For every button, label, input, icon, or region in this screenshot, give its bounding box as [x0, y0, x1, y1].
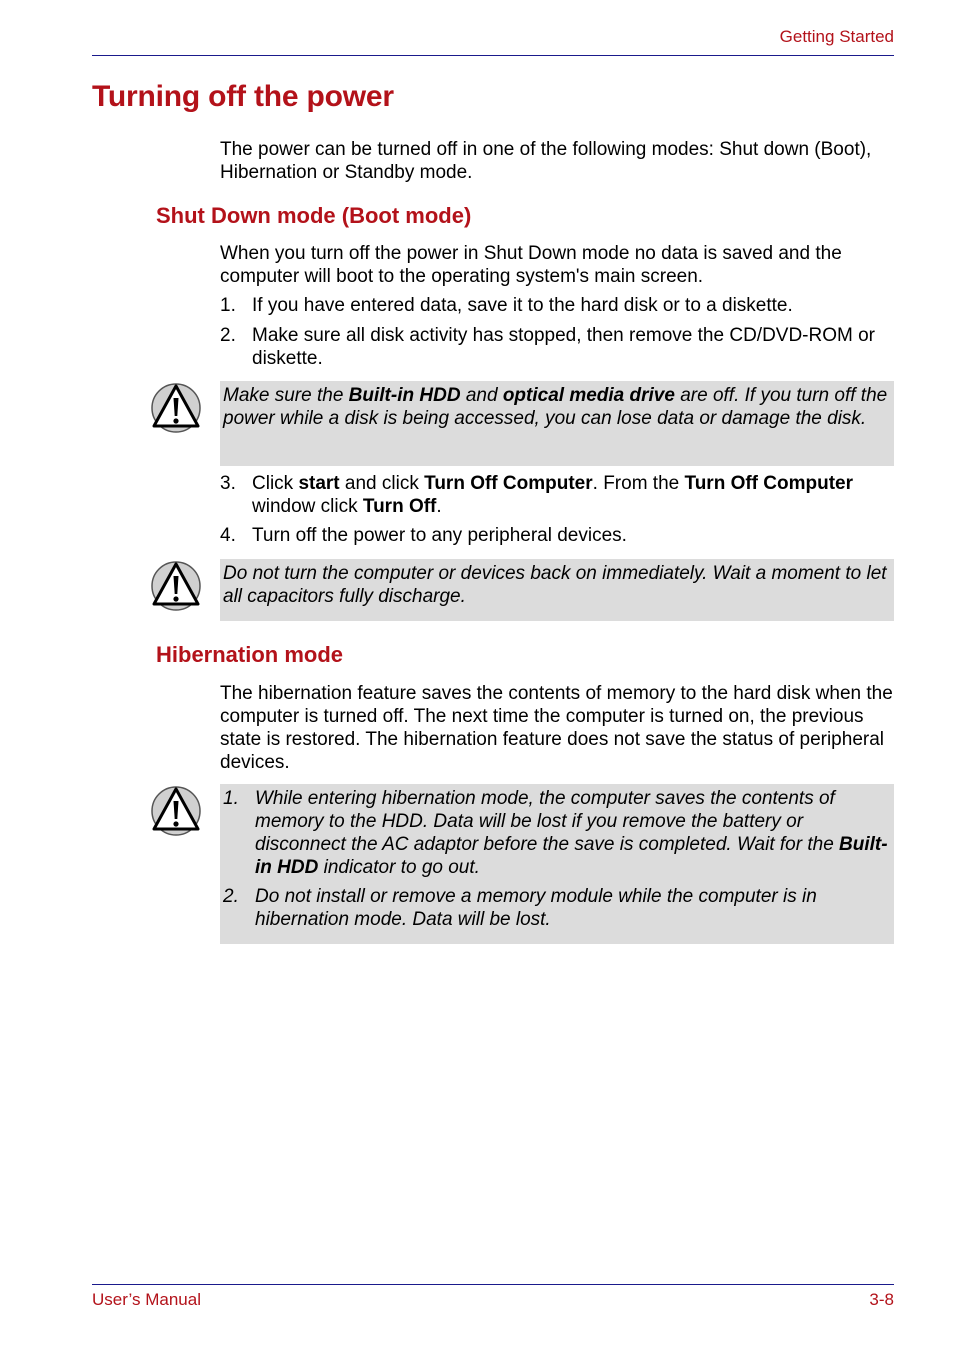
- running-header: Getting Started: [779, 27, 894, 46]
- caution-triangle-icon: [150, 784, 202, 836]
- note-text: and: [460, 385, 503, 406]
- list-item: [220, 294, 900, 317]
- note-list-item: [223, 885, 888, 931]
- list-number: 2.: [220, 325, 236, 346]
- list-number: 4.: [220, 525, 236, 546]
- note-list-item: [223, 787, 888, 879]
- note-text: indicator to go out.: [318, 857, 480, 878]
- list-text: Make sure all disk activity has stopped, then remove the CD/DVD-ROM or diskette.: [252, 325, 876, 369]
- list-item: [220, 324, 900, 370]
- note-emphasis: Built-in HDD: [348, 385, 461, 406]
- list-text: Click start and click Turn Off Computer. From the Turn Off Computer window click Turn Off.: [252, 473, 854, 517]
- caution-note-hibernation: [220, 784, 894, 944]
- note-text: are off. If you turn off the power while a disk is being accessed, you can lose data or damage the disk.: [223, 385, 888, 429]
- hibernation-heading: Hibernation mode: [156, 642, 344, 667]
- shutdown-paragraph: When you turn off the power in Shut Down mode no data is saved and the computer will boot to the operating system's main screen.: [220, 243, 842, 287]
- footer-rule: [92, 1284, 894, 1285]
- note-emphasis: Built-in HDD: [255, 834, 888, 878]
- list-text: Turn off the power to any peripheral devices.: [252, 525, 627, 546]
- page-number: 3-8: [869, 1290, 894, 1309]
- hibernation-paragraph: The hibernation feature saves the contents of memory to the hard disk when the computer is turned off. The next time the computer is turned on, the previous state is restored. The hibernation feature does not save the status of peripheral devices.: [220, 683, 893, 773]
- note-list-number: 1.: [223, 788, 239, 809]
- caution-note-drives: [220, 381, 894, 466]
- list-text: If you have entered data, save it to the hard disk or to a diskette.: [252, 295, 793, 316]
- note-text: Make sure the: [223, 385, 349, 406]
- shutdown-heading: Shut Down mode (Boot mode): [156, 203, 472, 228]
- list-number: 1.: [220, 295, 236, 316]
- caution-note-capacitors: Do not turn the computer or devices back on immediately. Wait a moment to let all capacitors fully discharge.: [220, 559, 894, 621]
- list-item: [220, 472, 900, 518]
- header-rule: [92, 55, 894, 56]
- page-title: Turning off the power: [92, 80, 394, 113]
- caution-triangle-icon: [150, 559, 202, 611]
- note-emphasis: optical media drive: [502, 385, 675, 406]
- list-item: [220, 524, 900, 547]
- note-list-number: 2.: [223, 886, 239, 907]
- footer-manual-name: User’s Manual: [92, 1290, 201, 1309]
- note-text: While entering hibernation mode, the computer saves the contents of memory to the HDD. Data will be lost if you remove the battery or disconnect the AC adaptor before the save is completed. Wait for the: [255, 788, 840, 855]
- intro-paragraph: The power can be turned off in one of the following modes: Shut down (Boot), Hibernation or Standby mode.: [220, 139, 872, 183]
- note-text: Do not install or remove a memory module while the computer is in hibernation mode. Data will be lost.: [255, 886, 817, 930]
- list-number: 3.: [220, 473, 236, 494]
- caution-triangle-icon: [150, 381, 202, 433]
